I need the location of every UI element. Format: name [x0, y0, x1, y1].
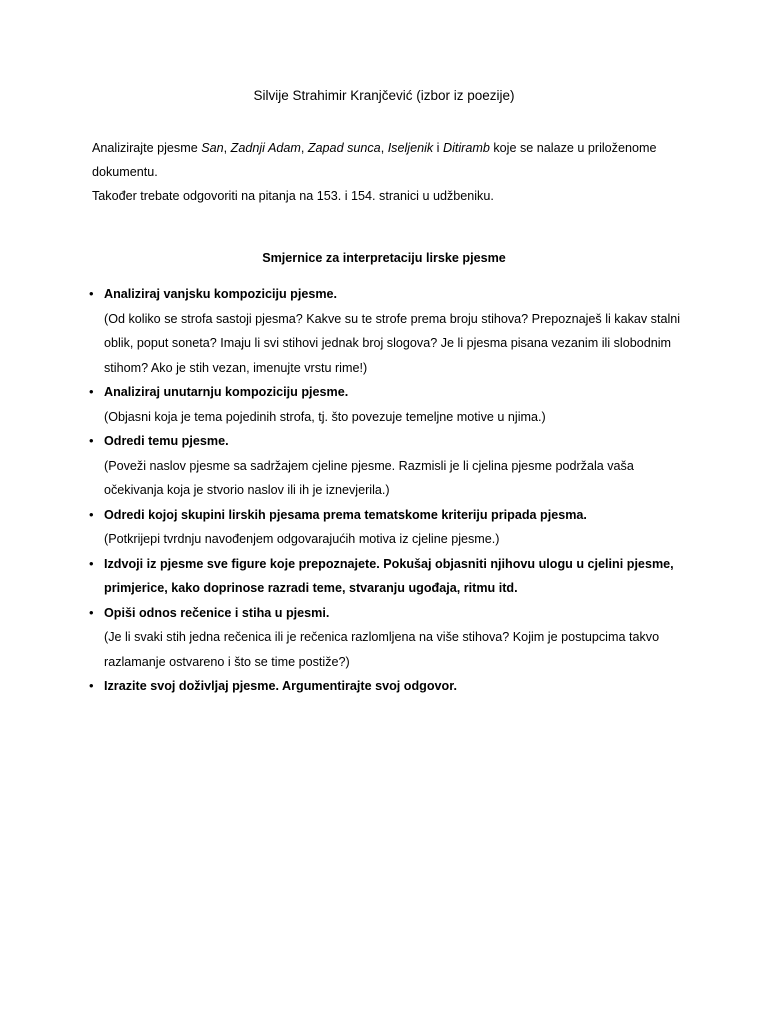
guideline-title: Opiši odnos rečenice i stiha u pjesmi. [104, 605, 330, 620]
guideline-item [0, 601, 768, 675]
intro-line-poems [92, 136, 682, 184]
bullet-icon: • [89, 506, 94, 522]
intro-separator: , [380, 141, 388, 155]
guideline-note: (Od koliko se strofa sastoji pjesma? Kakve su te strofe prema broju stihova? Prepoznaješ li kakav stalni oblik, poput soneta? Imaju li svi stihovi jednak broj slogova? Je li pjesma pisana vezanim ili slobodnim stihom? Ako je stih vezan, imenujte vrstu rime!) [104, 311, 681, 375]
guideline-item [0, 380, 768, 429]
intro-line-textbook: Također trebate odgovoriti na pitanja na 153. i 154. stranici u udžbeniku. [92, 189, 494, 203]
guideline-note: (Potkrijepi tvrdnju navođenjem odgovarajućih motiva iz cjeline pjesme.) [104, 532, 500, 546]
guideline-item [0, 282, 768, 380]
intro-separator: i [433, 141, 443, 155]
guideline-title: Analiziraj unutarnju kompoziciju pjesme. [104, 385, 349, 399]
guideline-title: Odredi kojoj skupini lirskih pjesama prema tematskome kriteriju pripada pjesma. [104, 507, 587, 522]
intro-text-end: koje se nalaze u priloženome dokumentu. [92, 141, 657, 179]
intro-separator: , [223, 141, 231, 155]
bullet-icon: • [89, 555, 94, 571]
poem-title-ditiramb: Ditiramb [442, 141, 490, 155]
guideline-title: Analiziraj vanjsku kompoziciju pjesme. [104, 287, 338, 301]
poem-title-zadnji-adam: Zadnji Adam [230, 141, 301, 155]
bullet-icon: • [89, 604, 94, 620]
poem-title-iseljenik: Iseljenik [387, 141, 434, 155]
bullet-icon: • [89, 678, 94, 693]
guideline-title: Odredi temu pjesme. [104, 434, 229, 448]
guideline-item [0, 674, 768, 699]
guidelines-heading: Smjernice za interpretaciju lirske pjesme [262, 251, 506, 265]
guideline-item [0, 503, 768, 552]
poem-title-san: San [201, 141, 224, 155]
poem-title-zapad-sunca: Zapad sunca [307, 141, 381, 155]
guidelines-list [0, 282, 768, 699]
guideline-title: Izrazite svoj doživljaj pjesme. Argumentirajte svoj odgovor. [104, 679, 457, 693]
guideline-title: Izdvoji iz pjesme sve figure koje prepoznajete. Pokušaj objasniti njihovu ulogu u cjelini pjesme, primjerice, kako doprinose razradi teme, stvaranju ugođaja, ritmu itd. [104, 556, 674, 595]
intro-text-start: Analizirajte pjesme [92, 141, 202, 155]
guideline-note: (Poveži naslov pjesme sa sadržajem cjeline pjesme. Razmisli je li cjelina pjesme podržala vaša očekivanja koja je stvorio naslov ili ih je iznevjerila.) [104, 458, 634, 497]
guideline-item [0, 429, 768, 503]
document-title: Silvije Strahimir Kranjčević (izbor iz poezije) [253, 88, 515, 103]
bullet-icon: • [89, 433, 94, 448]
guideline-note: (Je li svaki stih jedna rečenica ili je rečenica razlomljena na više stihova? Kojim je postupcima takvo razlamanje ostvareno i što se time postiže?) [104, 630, 660, 669]
intro-separator: , [300, 141, 308, 155]
bullet-icon: • [89, 384, 94, 399]
intro-paragraph [92, 136, 682, 208]
guideline-item [0, 552, 768, 601]
guideline-note: (Objasni koja je tema pojedinih strofa, tj. što povezuje temeljne motive u njima.) [104, 409, 546, 424]
bullet-icon: • [89, 286, 94, 301]
